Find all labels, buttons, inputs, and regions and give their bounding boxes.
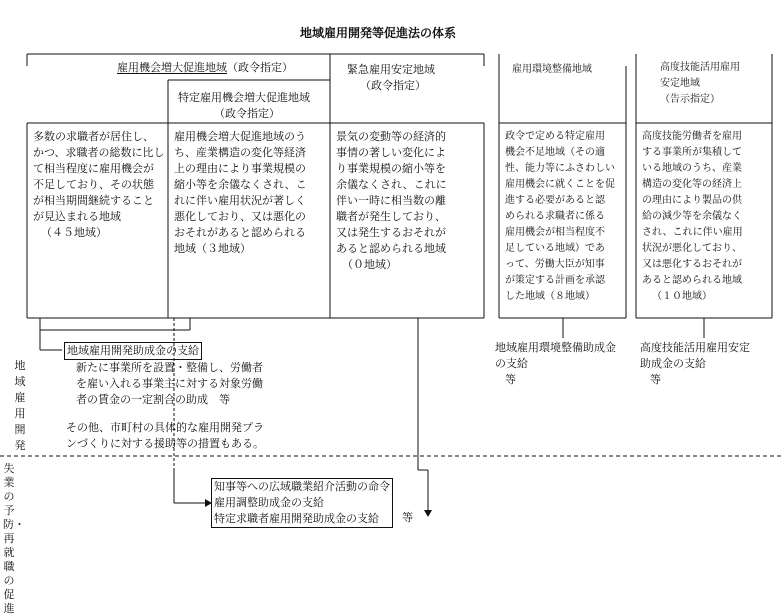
col1-line: 多数の求職者が居住し、 — [33, 130, 154, 143]
regional-other-line: その他、市町村の具体的な雇用開発プラ — [66, 421, 264, 434]
col5-line: する事業所が集積して — [642, 147, 742, 158]
prevention-side-label: 失業の予防・再就職の促進 — [3, 462, 25, 615]
col5-line: （１０地域） — [652, 291, 712, 302]
col2-line: おそれがあると認められる — [174, 226, 306, 239]
col4-body — [505, 129, 615, 305]
col4-support-line: の支給 — [495, 357, 528, 370]
col2-line: ち、産業構造の変化等経済 — [174, 146, 306, 159]
prevention-item: 雇用調整助成金の支給 — [214, 496, 324, 509]
col2-line: 縮小等を余儀なくされ、こ — [174, 178, 307, 191]
col5-support — [640, 340, 750, 388]
col1-line: が相当期間継続すること — [33, 194, 154, 207]
col4-support-line: 等 — [505, 373, 516, 386]
col3-line: 職者が発生しており、 — [336, 210, 446, 223]
col4-line: 政令で定める特定雇用 — [505, 131, 605, 142]
col1-line: が見込まれる地域 — [33, 210, 121, 223]
col3-line: あると認められる地域 — [336, 242, 446, 255]
col3-line: 伴い一時に相当数の離 — [336, 194, 446, 207]
col3-line: 又は発生するおそれが — [336, 226, 446, 239]
col2-header: 特定雇用機会増大促進地域 — [178, 91, 310, 104]
col4-line: した地域（８地域） — [505, 291, 595, 302]
col2-body — [174, 129, 307, 257]
col4-line: 足している地域）であ — [505, 243, 605, 254]
col2-header-note: （政令指定） — [214, 107, 280, 120]
col4-line: って、労働大臣が知事 — [505, 259, 605, 270]
col5-header-2: 安定地域 — [660, 78, 700, 89]
col2-line: 雇用機会増大促進地域のう — [174, 130, 306, 143]
col3-line: 事情の著しい変化によ — [336, 146, 446, 159]
col1-header — [117, 60, 293, 76]
col3-line: り事業規模の縮小等を — [336, 162, 446, 175]
col5-line: され、これに伴い雇用 — [642, 227, 743, 238]
regional-other-line: ンづくりに対する援助等の措置もある。 — [66, 437, 264, 450]
col1-line: （４５地域） — [41, 226, 107, 239]
col1-line: かつ、求職者の総数に比し — [33, 146, 165, 159]
col5-header: 高度技能活用雇用 — [660, 62, 740, 73]
col1-header-label: 雇用機会増大促進地域 — [117, 61, 227, 74]
regional-heading: 地域雇用開発助成金の支給 — [64, 342, 202, 360]
regional-side-label: 地域雇用開発 — [14, 359, 26, 452]
regional-other — [66, 420, 264, 452]
regional-line: を雇い入れる事業主に対する対象労働 — [76, 377, 263, 390]
col1-body — [33, 129, 165, 241]
col5-line: 又は悪化するおそれが — [642, 259, 742, 270]
prevention-item: 特定求職者雇用開発助成金の支給 — [214, 512, 379, 525]
col3-line: 景気の変動等の経済的 — [336, 130, 446, 143]
regional-line: 新たに事業所を設置・整備し、労働者 — [76, 361, 263, 374]
col2-line: 上の理由により事業規模の — [174, 162, 306, 175]
col4-line: められる求職者に係る — [505, 211, 605, 222]
col3-header-note: （政令指定） — [360, 79, 426, 92]
col4-support — [495, 340, 616, 388]
prevention-box — [211, 478, 393, 528]
col4-line: 雇用機会に就くことを促 — [505, 179, 615, 190]
col5-body — [642, 129, 743, 305]
prevention-etc: 等 — [402, 511, 413, 524]
col4-line: が策定する計画を承認 — [505, 275, 605, 286]
col4-line: 進する必要があると認 — [505, 195, 605, 206]
col4-line: 性、能力等にふさわしい — [505, 163, 615, 174]
col5-line: あると認められる地域 — [642, 275, 742, 286]
col5-line: 状況が悪化しており、 — [642, 243, 742, 254]
col5-line: 高度技能労働者を雇用 — [642, 131, 742, 142]
col2-line: 地域（３地域） — [174, 242, 251, 255]
regional-body — [76, 360, 263, 408]
col2-line: れに伴い雇用状況が著しく — [174, 194, 306, 207]
col3-body — [336, 129, 447, 273]
col1-header-note: （政令指定） — [227, 61, 293, 74]
page-title: 地域雇用開発等促進法の体系 — [300, 26, 457, 40]
col4-line: 機会不足地域（その適 — [505, 147, 605, 158]
col5-line: 構造の変化等の経済上 — [642, 179, 742, 190]
col5-line: 給の減少等を余儀なく — [642, 211, 742, 222]
col1-line: 不足しており、その状態 — [33, 178, 154, 191]
col3-header: 緊急雇用安定地域 — [347, 63, 435, 76]
col3-line: （０地域） — [342, 258, 397, 271]
col5-header-note: （告示指定） — [660, 94, 720, 105]
col5-support-line: 助成金の支給 — [640, 357, 706, 370]
regional-line: 者の賃金の一定割合の助成 等 — [76, 393, 230, 406]
col1-line: て相当程度に雇用機会が — [33, 162, 154, 175]
col4-support-line: 地域雇用環境整備助成金 — [495, 341, 616, 354]
col5-line: の理由により製品の供 — [642, 195, 742, 206]
prevention-item: 知事等への広域職業紹介活動の命令 — [214, 480, 390, 493]
col4-line: 雇用機会が相当程度不 — [505, 227, 605, 238]
col2-line: 悪化しており、又は悪化の — [174, 210, 306, 223]
col5-support-line: 高度技能活用雇用安定 — [640, 341, 750, 354]
col4-header: 雇用環境整備地域 — [512, 64, 592, 75]
col5-line: いる地域のうち、産業 — [642, 163, 742, 174]
col3-line: 余儀なくされ、これに — [336, 178, 447, 191]
col5-support-line: 等 — [650, 373, 661, 386]
